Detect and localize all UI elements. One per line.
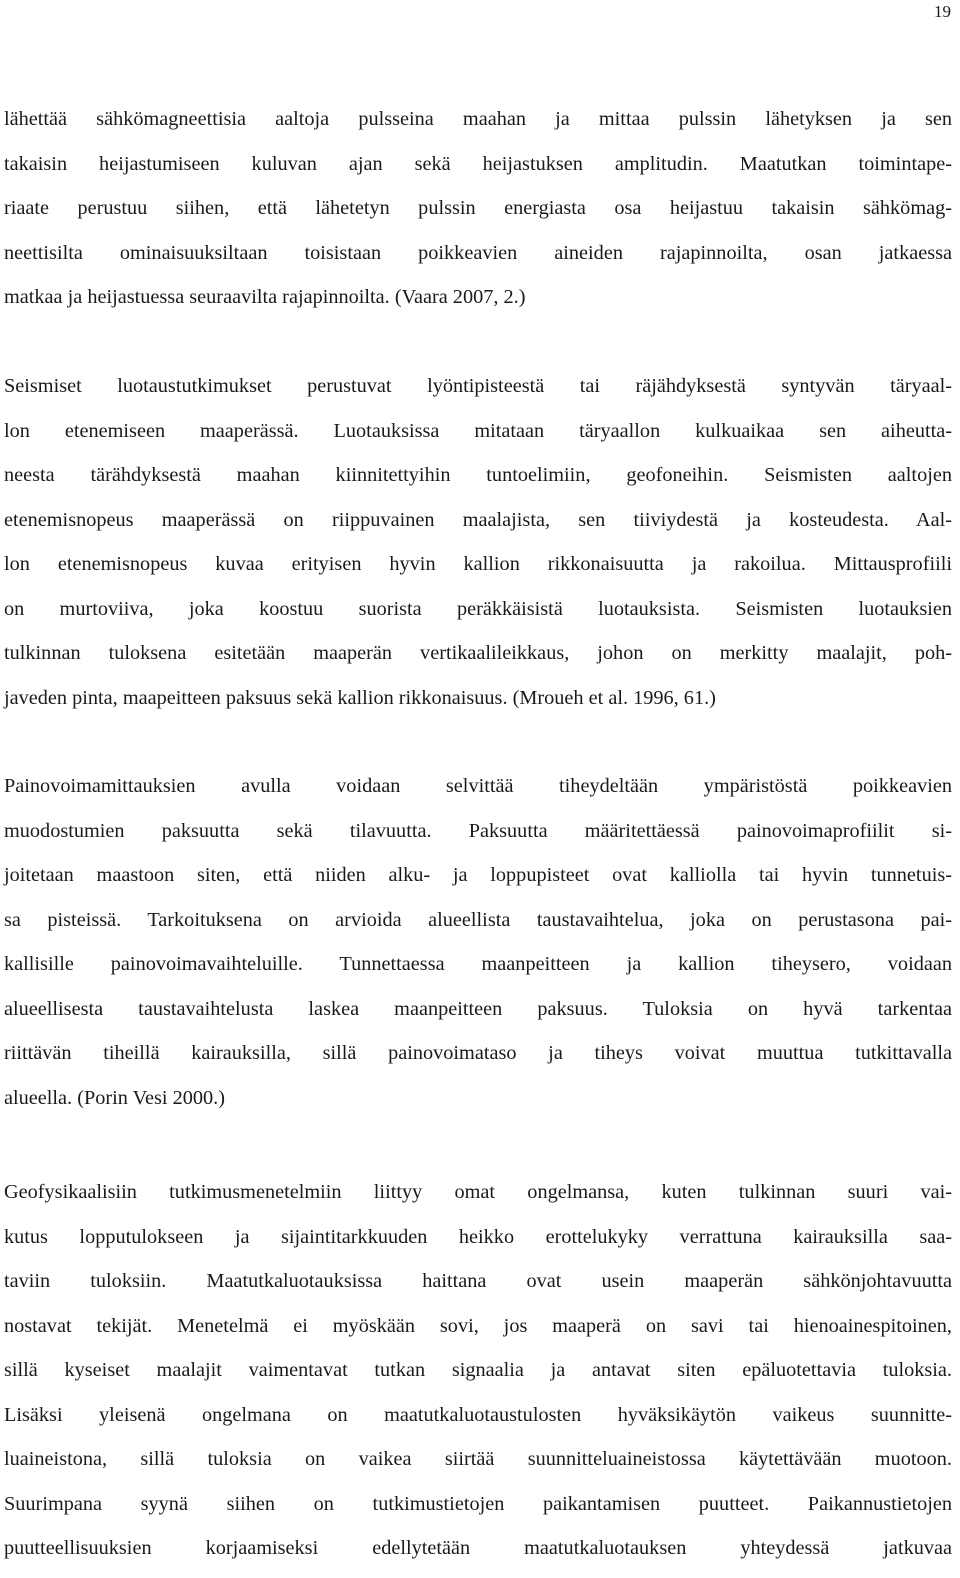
text-line: neettisilta ominaisuuksiltaan toisistaan poikkeavien aineiden rajapinnoilta, osan jatkaessa: [4, 241, 952, 264]
paragraph-seismic-sounding: [4, 364, 952, 720]
text-line: alueella. (Porin Vesi 2000.): [4, 1086, 225, 1109]
text-line: Seismiset luotaustutkimukset perustuvat lyöntipisteestä tai räjähdyksestä syntyvän täryaal-: [4, 375, 952, 397]
page-number: 19: [934, 2, 951, 21]
text-line: nostavat tekijät. Menetelmä ei myöskään sovi, jos maaperä on savi tai hienoainespitoinen,: [4, 1314, 952, 1337]
text-line: Suurimpana syynä siihen on tutkimustietojen paikantamisen puutteet. Paikannustietojen: [4, 1492, 952, 1515]
text-line: puutteellisuuksien korjaamiseksi edellytetään maatutkaluotauksen yhteydessä jatkuvaa: [4, 1537, 952, 1559]
text-line: matkaa ja heijastuessa seuraavilta rajapinnoilta. (Vaara 2007, 2.): [4, 286, 526, 308]
text-line: kutus lopputulokseen ja sijaintitarkkuuden heikko erottelukyky verrattuna kairauksilla saa-: [4, 1225, 952, 1248]
text-line: tulkinnan tuloksena esitetään maaperän vertikaalileikkaus, johon on merkitty maalajit, poh-: [4, 642, 952, 664]
text-line: riittävän tiheillä kairauksilla, sillä painovoimataso ja tiheys voivat muuttua tutkittavalla: [4, 1042, 952, 1064]
text-line: neesta tärähdyksestä maahan kiinnitettyihin tuntoelimiin, geofoneihin. Seismisten aaltojen: [4, 464, 952, 486]
text-line: Geofysikaalisiin tutkimusmenetelmiin liittyy omat ongelmansa, kuten tulkinnan suuri vai-: [4, 1181, 952, 1203]
text-line: riaate perustuu siihen, että lähetetyn pulssin energiasta osa heijastuu takaisin sähkömag-: [4, 197, 952, 219]
text-line: javeden pinta, maapeitteen paksuus sekä kallion rikkonaisuus. (Mroueh et al. 1996, 61.): [4, 686, 716, 709]
text-line: Lisäksi yleisenä ongelmana on maatutkaluotaustulosten hyväksikäytön vaikeus suunnitte-: [4, 1403, 952, 1426]
text-line: lon etenemisnopeus kuvaa erityisen hyvin kallion rikkonaisuutta ja rakoilua. Mittausprofiili: [4, 553, 952, 575]
text-line: takaisin heijastumiseen kuluvan ajan sekä heijastuksen amplitudin. Maatutkan toimintape-: [4, 152, 952, 175]
text-line: joitetaan maastoon siten, että niiden alku- ja loppupisteet ovat kalliolla tai hyvin tunnetuis-: [4, 864, 952, 886]
text-line: on murtoviiva, joka koostuu suorista peräkkäisistä luotauksista. Seismisten luotauksien: [4, 597, 952, 620]
text-line: luaineistona, sillä tuloksia on vaikea siirtää suunnitteluaineistossa käytettävään muotoon.: [4, 1448, 952, 1470]
text-line: etenemisnopeus maaperässä on riippuvainen maalajista, sen tiiviydestä ja kosteudesta. Aal-: [4, 508, 952, 531]
text-line: sa pisteissä. Tarkoituksena on arvioida alueellista taustavaihtelua, joka on perustasona pai-: [4, 908, 952, 931]
text-line: lon etenemiseen maaperässä. Luotauksissa mitataan täryaallon kulkuaikaa sen aiheutta-: [4, 419, 952, 442]
text-line: taviin tuloksiin. Maatutkaluotauksissa haittana ovat usein maaperän sähkönjohtavuutta: [4, 1270, 952, 1292]
text-line: lähettää sähkömagneettisia aaltoja pulsseina maahan ja mittaa pulssin lähetyksen ja sen: [4, 108, 952, 130]
text-line: Painovoimamittauksien avulla voidaan selvittää tiheydeltään ympäristöstä poikkeavien: [4, 775, 952, 797]
text-line: alueellisesta taustavaihtelusta laskea maanpeitteen paksuus. Tuloksia on hyvä tarkentaa: [4, 997, 952, 1020]
paragraph-geophysical-problems: [4, 1170, 952, 1571]
text-line: muodostumien paksuutta sekä tilavuutta. Paksuutta määritettäessä painovoimaprofiilit si-: [4, 819, 952, 842]
paragraph-gravity-measurement: [4, 764, 952, 1120]
text-line: sillä kyseiset maalajit vaimentavat tutkan signaalia ja antavat siten epäluotettavia tuloksia.: [4, 1359, 952, 1381]
paragraph-ground-radar: [4, 97, 952, 320]
text-line: kallisille painovoimavaihteluille. Tunnettaessa maanpeitteen ja kallion tiheysero, voidaan: [4, 953, 952, 975]
